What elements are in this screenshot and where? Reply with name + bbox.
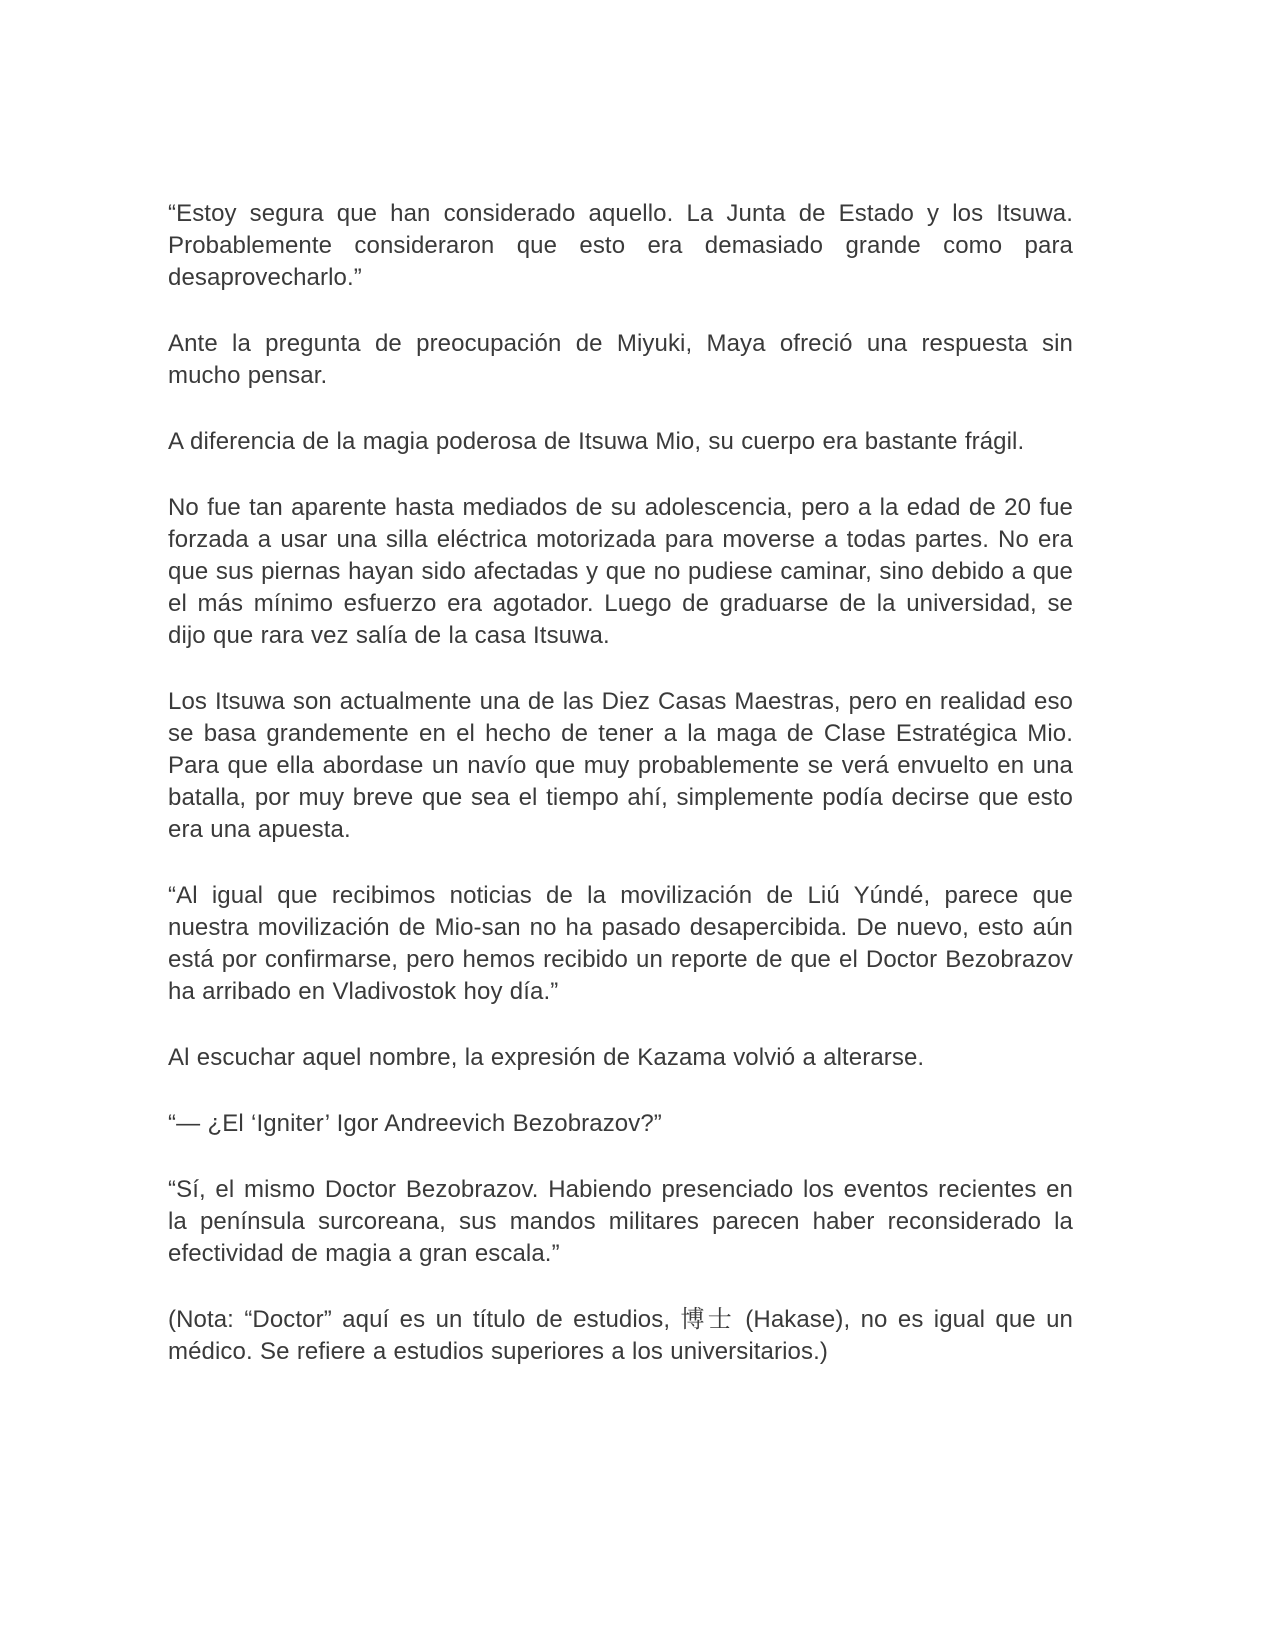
paragraph-nota-doctor: (Nota: “Doctor” aquí es un título de estudios, 博士 (Hakase), no es igual que un médico. Se refiere a estudios superiores a los universitarios.) <box>168 1306 1073 1365</box>
paragraph-silla-electrica: No fue tan aparente hasta mediados de su adolescencia, pero a la edad de 20 fue forzada a usar una silla eléctrica motorizada para moverse a todas partes. No era que sus piernas hayan sido afectadas y que no pudiese caminar, sino debido a que el más mínimo esfuerzo era agotador. Luego de graduarse de la universidad, se dijo que rara vez salía de la casa Itsuwa. <box>168 494 1073 649</box>
paragraph-diez-casas: Los Itsuwa son actualmente una de las Diez Casas Maestras, pero en realidad eso se basa grandemente en el hecho de tener a la maga de Clase Estratégica Mio. Para que ella abordase un navío que muy probablemente se verá envuelto en una batalla, por muy breve que sea el tiempo ahí, simplemente podía decirse que esto era una apuesta. <box>168 688 1073 843</box>
paragraph-dialogue-peninsula: “Sí, el mismo Doctor Bezobrazov. Habiendo presenciado los eventos recientes en la península surcoreana, sus mandos militares parecen haber reconsiderado la efectividad de magia a gran escala.” <box>168 1176 1073 1267</box>
text-column <box>168 198 1073 1368</box>
paragraph-dialogue-movilizacion: “Al igual que recibimos noticias de la movilización de Liú Yúndé, parece que nuestra movilización de Mio-san no ha pasado desapercibida. De nuevo, esto aún está por confirmarse, pero hemos recibido un reporte de que el Doctor Bezobrazov ha arribado en Vladivostok hoy día.” <box>168 882 1073 1005</box>
paragraph-dialogue-igniter: “— ¿El ‘Igniter’ Igor Andreevich Bezobrazov?” <box>168 1110 662 1137</box>
paragraph-kazama-expresion: Al escuchar aquel nombre, la expresión de Kazama volvió a alterarse. <box>168 1044 925 1071</box>
paragraph-dialogue-junta: “Estoy segura que han considerado aquello. La Junta de Estado y los Itsuwa. Probablemente consideraron que esto era demasiado grande como para desaprovecharlo.” <box>168 200 1073 291</box>
paragraph-cuerpo-fragil: A diferencia de la magia poderosa de Itsuwa Mio, su cuerpo era bastante frágil. <box>168 428 1025 455</box>
paragraph-maya-respuesta: Ante la pregunta de preocupación de Miyuki, Maya ofreció una respuesta sin mucho pensar. <box>168 330 1073 389</box>
